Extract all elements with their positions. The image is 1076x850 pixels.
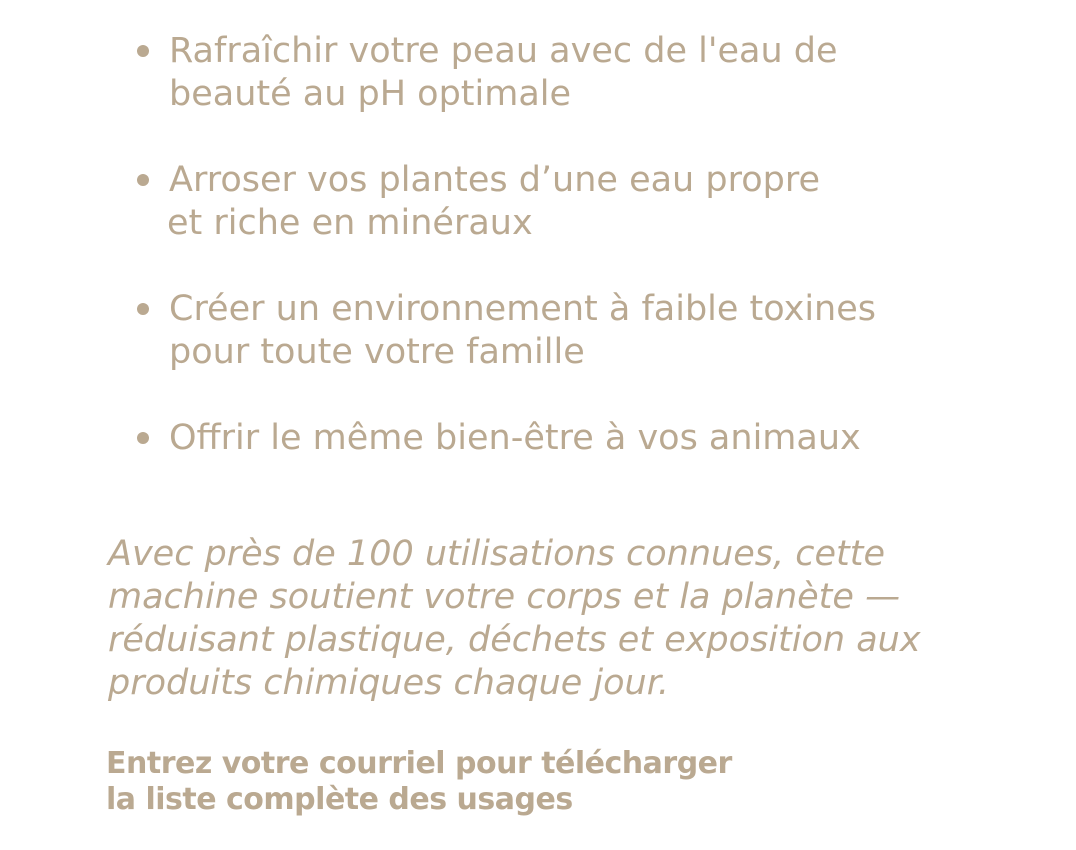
bullet-icon	[137, 45, 149, 57]
closing-line: produits chimiques chaque jour.	[108, 663, 670, 703]
benefit-text-line: Rafraîchir votre peau avec de l'eau de	[169, 31, 838, 71]
cta-line: Entrez votre courriel pour télécharger	[106, 746, 732, 781]
bullet-icon	[137, 174, 149, 186]
bullet-icon	[137, 432, 149, 444]
benefit-text-line: et riche en minéraux	[167, 203, 533, 243]
download-cta-heading	[106, 746, 732, 818]
benefit-text-line: Arroser vos plantes d’une eau propre	[169, 160, 820, 200]
benefit-text-line: Créer un environnement à faible toxines	[169, 289, 876, 329]
benefit-item-family	[0, 288, 929, 374]
benefit-text-line: Offrir le même bien-être à vos animaux	[169, 418, 861, 458]
closing-line: Avec près de 100 utilisations connues, cette	[108, 534, 886, 574]
closing-statement	[108, 533, 988, 705]
cta-line: la liste complète des usages	[106, 782, 573, 817]
closing-line: réduisant plastique, déchets et exposition aux	[108, 620, 921, 660]
bullet-icon	[137, 303, 149, 315]
benefit-item-skin	[0, 30, 929, 116]
benefit-item-pets	[0, 417, 929, 460]
closing-line: machine soutient votre corps et la planète —	[108, 577, 901, 617]
benefits-list	[0, 30, 929, 460]
benefit-text-line: beauté au pH optimale	[169, 74, 572, 114]
benefit-item-plants	[0, 159, 929, 245]
benefit-text-line: pour toute votre famille	[169, 332, 585, 372]
